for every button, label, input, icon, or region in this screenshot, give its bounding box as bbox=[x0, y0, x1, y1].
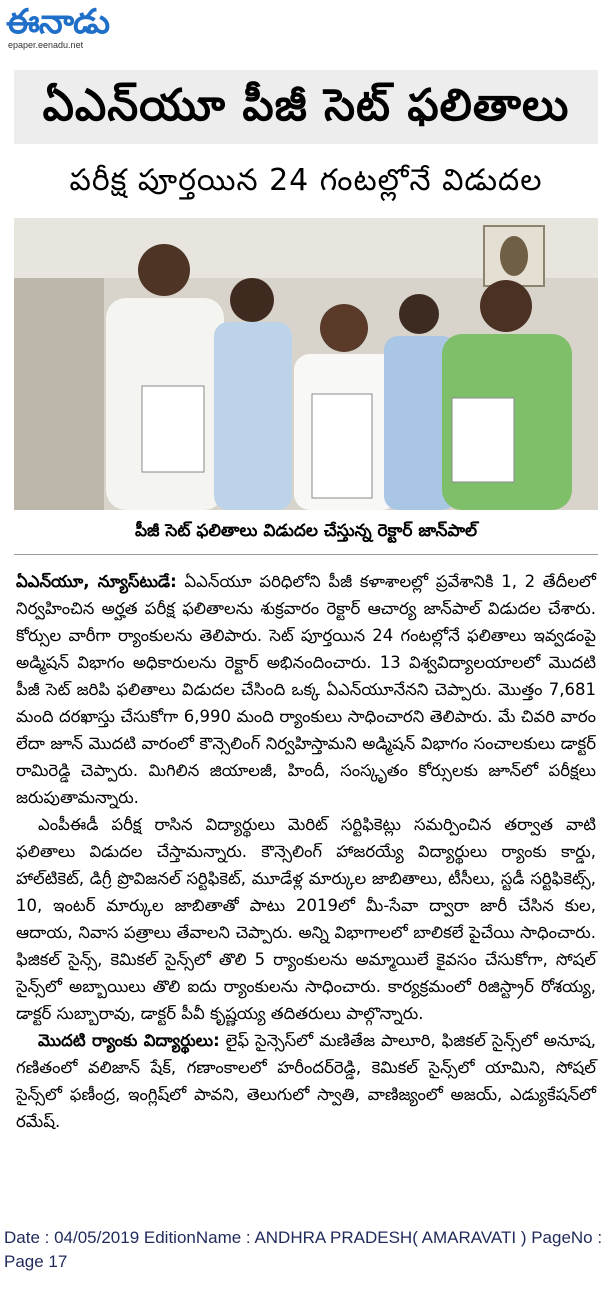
article-paragraph-3 bbox=[16, 1027, 596, 1135]
paragraph-3-text: లైఫ్‌ సైన్సెస్‌లో మణితేజ పాలూరి, ఫిజికల్‌ సైన్స్‌లో అనూష, గణితంలో వలిజాన్‌ షేక్‌, గణాంకాలలో హరీందర్‌రెడ్డి, కెమికల్‌ సైన్స్‌లో యామిని, సోషల్‌ సైన్స్‌లో ఫణీంద్ర, ఇంగ్లిష్‌లో పావని, తెలుగులో స్వాతి, వాణిజ్యంలో అజయ్‌, ఎడ్యుకేషన్‌లో రమేష్‌. bbox=[16, 1031, 596, 1131]
edition-footer: Date : 04/05/2019 EditionName : ANDHRA PRADESH( AMARAVATI ) PageNo : Page 17 bbox=[4, 1228, 603, 1271]
masthead-logo[interactable] bbox=[4, 2, 144, 52]
news-photo-illustration bbox=[14, 218, 598, 510]
paragraph-1-text: ఏఎన్‌యూ పరిధిలోని పీజీ కళాశాలల్లో ప్రవేశానికి 1, 2 తేదీలలో నిర్వహించిన అర్హత పరీక్ష ఫలితాలను శుక్రవారం రెక్టార్‌ ఆచార్య జాన్‌పాల్‌ విడుదల చేశారు. కోర్సుల వారీగా ర్యాంకులను తెలిపారు. సెట్‌ పూర్తయిన 24 గంటల్లోనే ఫలితాలు ఇవ్వడంపై అడ్మిషన్‌ విభాగం అధికారులను రెక్టార్‌ అభినందించారు. 13 విశ్వవిద్యాలయాలలో మొదటి పీజీ సెట్‌ జరిపి ఫలితాలు విడుదల చేసింది ఒక్క ఏఎన్‌యూనేనని చెప్పారు. మొత్తం 7,681 మంది దరఖాస్తు చేసుకోగా 6,990 మంది ర్యాంకులు సాధించారని తెలిపారు. మే చివరి వారం లేదా జూన్‌ మొదటి వారంలో కౌన్సెలింగ్‌ నిర్వహిస్తామని అడ్మిషన్‌ విభాగం సంచాలకులు డాక్టర్‌ రామిరెడ్డి చెప్పారు. మిగిలిన జియాలజీ, హిందీ, సంస్కృతం కోర్సులకు జూన్‌లో పరీక్షలు జరుపుతామన్నారు. bbox=[16, 572, 596, 807]
headline: ఏఎన్‌యూ పీజీ సెట్‌ ఫలితాలు bbox=[42, 80, 570, 131]
article-body bbox=[16, 568, 596, 1135]
eenadu-logo-text: ఈనాడు bbox=[6, 2, 110, 42]
subhead-box bbox=[14, 150, 598, 212]
site-url: epaper.eenadu.net bbox=[8, 40, 84, 50]
photo-caption: పీజీ సెట్‌ ఫలితాలు విడుదల చేస్తున్న రెక్టార్‌ జాన్‌పాల్‌ bbox=[134, 521, 478, 541]
article-paragraph-2 bbox=[16, 811, 596, 1027]
article-paragraph-1 bbox=[16, 568, 596, 811]
paragraph-2-text: ఎంపీఈడీ పరీక్ష రాసిన విద్యార్థులు మెరిట్‌ సర్టిఫికెట్లు సమర్పించిన తర్వాత వాటి ఫలితాలు విడుదల చేస్తామన్నారు. కౌన్సెలింగ్‌ హాజరయ్యే విద్యార్థులు ర్యాంకు కార్డు, హాల్‌టికెట్‌, డిగ్రీ ప్రొవిజనల్‌ సర్టిఫికెట్‌, మూడేళ్ల మార్కుల జాబితాలు, టీసీలు, స్టడీ సర్టిఫికెట్స్‌, 10, ఇంటర్‌ మార్కుల జాబితాతో పాటు 2019లో మీ-సేవా ద్వారా జారీ చేసిన కుల, ఆదాయ, నివాస పత్రాలు తేవాలని చెప్పారు. అన్ని విభాగాలలో బాలికలే పైచేయి సాధించారు. ఫిజికల్‌ సైన్స్‌, కెమికల్‌ సైన్స్‌లో తొలి 5 ర్యాంకులను అమ్మాయిలే కైవసం చేసుకోగా, సోషల్‌ సైన్స్‌లో అబ్బాయిలు తొలి ఐదు ర్యాంకులను సాధించారు. కార్యక్రమంలో రిజిస్ట్రార్‌ రోశయ్య, డాక్టర్‌ సుబ్బారావు, డాక్టర్‌ పీవీ కృష్ణయ్య తదితరులు పాల్గొన్నారు. bbox=[16, 815, 596, 1023]
dateline: ఏఎన్‌యూ, న్యూస్‌టుడే: bbox=[16, 572, 177, 591]
subhead: పరీక్ష పూర్తయిన 24 గంటల్లోనే విడుదల bbox=[69, 163, 543, 198]
first-rank-heading: మొదటి ర్యాంకు విద్యార్థులు: bbox=[38, 1031, 220, 1050]
headline-box bbox=[14, 70, 598, 144]
caption-divider bbox=[14, 554, 598, 555]
news-photo bbox=[14, 218, 598, 510]
